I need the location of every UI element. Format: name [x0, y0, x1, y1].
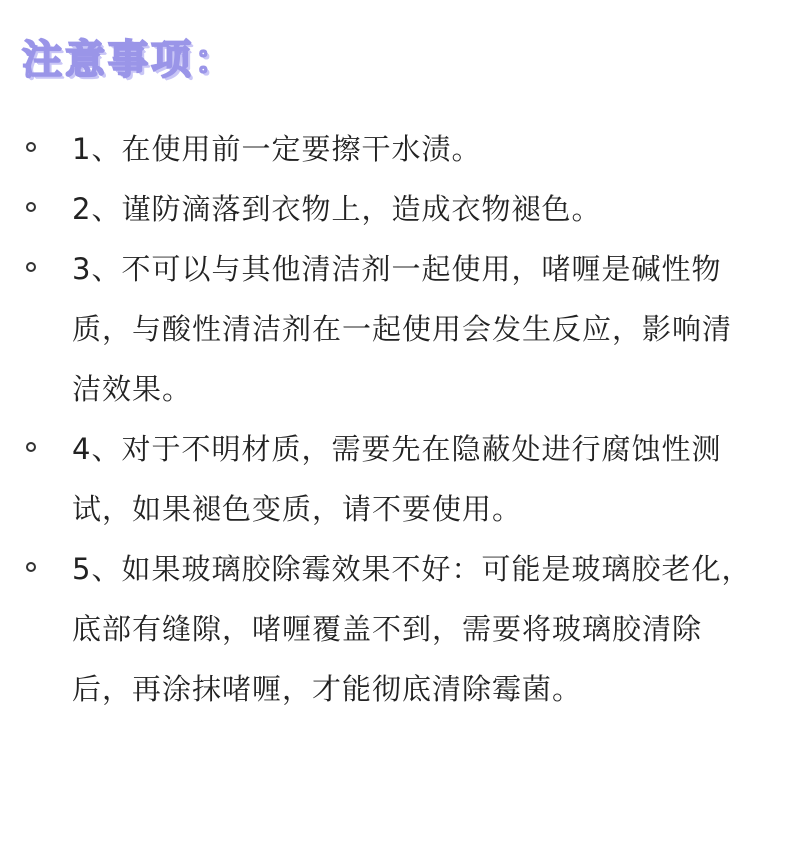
note-text: 5、如果玻璃胶除霉效果不好：可能是玻璃胶老化，底部有缝隙，啫喱覆盖不到，需要将玻璃胶清除后，再涂抹啫喱，才能彻底清除霉菌。	[72, 552, 752, 706]
list-item	[0, 539, 790, 719]
hollow-circle-bullet-icon	[26, 142, 36, 152]
note-text: 2、谨防滴落到衣物上，造成衣物褪色。	[72, 192, 602, 226]
hollow-circle-bullet-icon	[26, 202, 36, 212]
hollow-circle-bullet-icon	[26, 562, 36, 572]
notes-list	[0, 119, 790, 719]
hollow-circle-bullet-icon	[26, 262, 36, 272]
list-item	[0, 239, 790, 419]
list-item	[0, 119, 790, 179]
list-item	[0, 179, 790, 239]
hollow-circle-bullet-icon	[26, 442, 36, 452]
page-title: 注意事项：	[22, 37, 237, 83]
note-text: 3、不可以与其他清洁剂一起使用，啫喱是碱性物质，与酸性清洁剂在一起使用会发生反应，影响清洁效果。	[72, 252, 733, 406]
list-item	[0, 419, 790, 539]
note-text: 4、对于不明材质，需要先在隐蔽处进行腐蚀性测试，如果褪色变质，请不要使用。	[72, 432, 722, 526]
note-text: 1、在使用前一定要擦干水渍。	[72, 132, 482, 166]
